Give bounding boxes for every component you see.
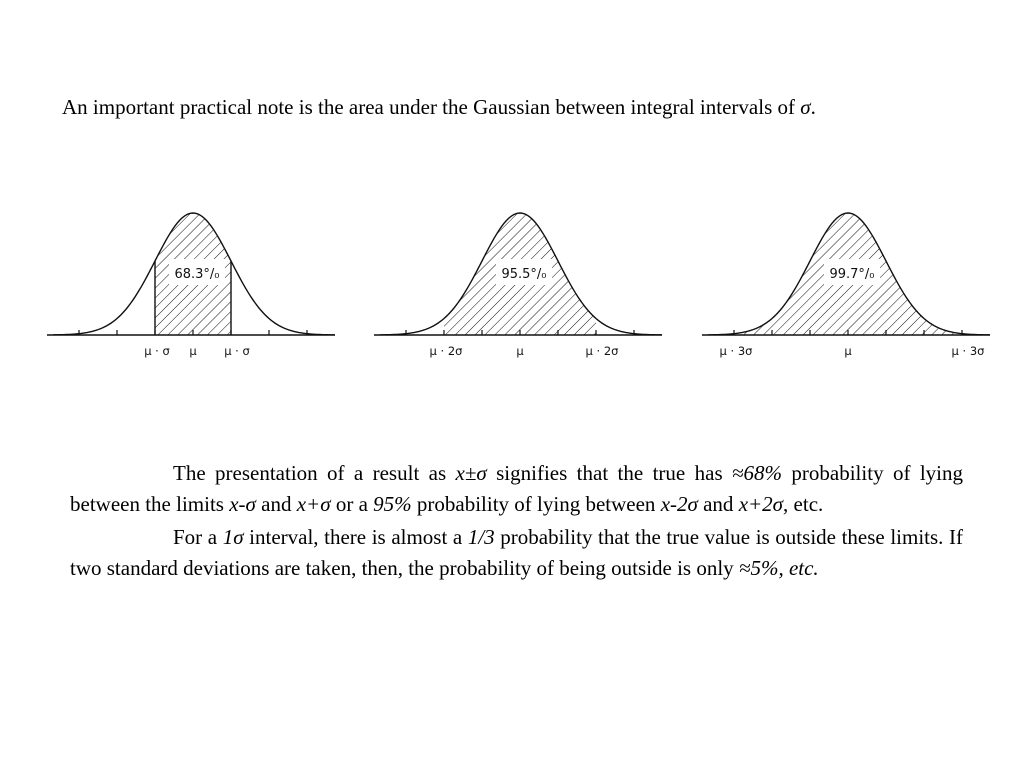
percent-label: 68.3°/₀ — [174, 267, 220, 282]
intro-sigma: σ — [800, 95, 811, 119]
explanation-text — [70, 458, 963, 586]
p1-math-7: x+2σ — [738, 492, 784, 516]
gaussian-figure-2sigma — [372, 200, 672, 370]
upper-limit-label: μ · 3σ — [951, 344, 985, 358]
p1-text-7: and — [697, 492, 739, 516]
paragraph-1 — [70, 458, 963, 520]
gaussian-figures — [0, 200, 1024, 370]
lower-limit-label: μ · σ — [144, 344, 170, 358]
p1-math-6: x-2σ — [660, 492, 698, 516]
p2-text-1: For a — [173, 525, 223, 549]
paragraph-2 — [70, 522, 963, 584]
p1-text-2: signifies that the true has — [486, 461, 732, 485]
p2-text-2: interval, there is almost a — [243, 525, 468, 549]
intro-text: An important practical note is the area under the Gaussian between integral intervals of — [62, 95, 801, 119]
p1-math-2: ≈68% — [732, 461, 783, 485]
p1-text-1: The presentation of a result as — [173, 461, 456, 485]
p1-math-3: x-σ — [229, 492, 256, 516]
p2-math-2: 1/3 — [467, 525, 495, 549]
mean-label: μ — [189, 344, 197, 358]
intro-sentence — [62, 92, 1002, 122]
p1-text-8: , etc. — [783, 492, 824, 516]
lower-limit-label: μ · 3σ — [719, 344, 753, 358]
gaussian-figure-3sigma — [700, 200, 1000, 370]
p1-math-5: 95% — [373, 492, 412, 516]
percent-label: 95.5°/₀ — [501, 267, 547, 282]
intro-end: . — [810, 95, 816, 119]
p2-text-3: probability that the true value is outside these limits. If two standard deviations are taken, then, the probability of being outside is only — [70, 525, 963, 580]
p2-math-3: ≈5%, etc. — [738, 556, 819, 580]
p2-math-1: 1σ — [222, 525, 244, 549]
mean-label: μ — [516, 344, 524, 358]
p1-math-4: x+σ — [296, 492, 331, 516]
p1-text-5: or a — [330, 492, 374, 516]
upper-limit-label: μ · 2σ — [585, 344, 619, 358]
mean-label: μ — [844, 344, 852, 358]
percent-label: 99.7°/₀ — [829, 267, 875, 282]
p1-text-6: probability of lying between — [411, 492, 661, 516]
lower-limit-label: μ · 2σ — [429, 344, 463, 358]
p1-text-4: and — [255, 492, 297, 516]
gaussian-figure-1sigma — [45, 200, 345, 370]
p1-math-1: x±σ — [455, 461, 487, 485]
p1-text-3: probability of lying between the limits — [70, 461, 963, 516]
upper-limit-label: μ · σ — [224, 344, 250, 358]
